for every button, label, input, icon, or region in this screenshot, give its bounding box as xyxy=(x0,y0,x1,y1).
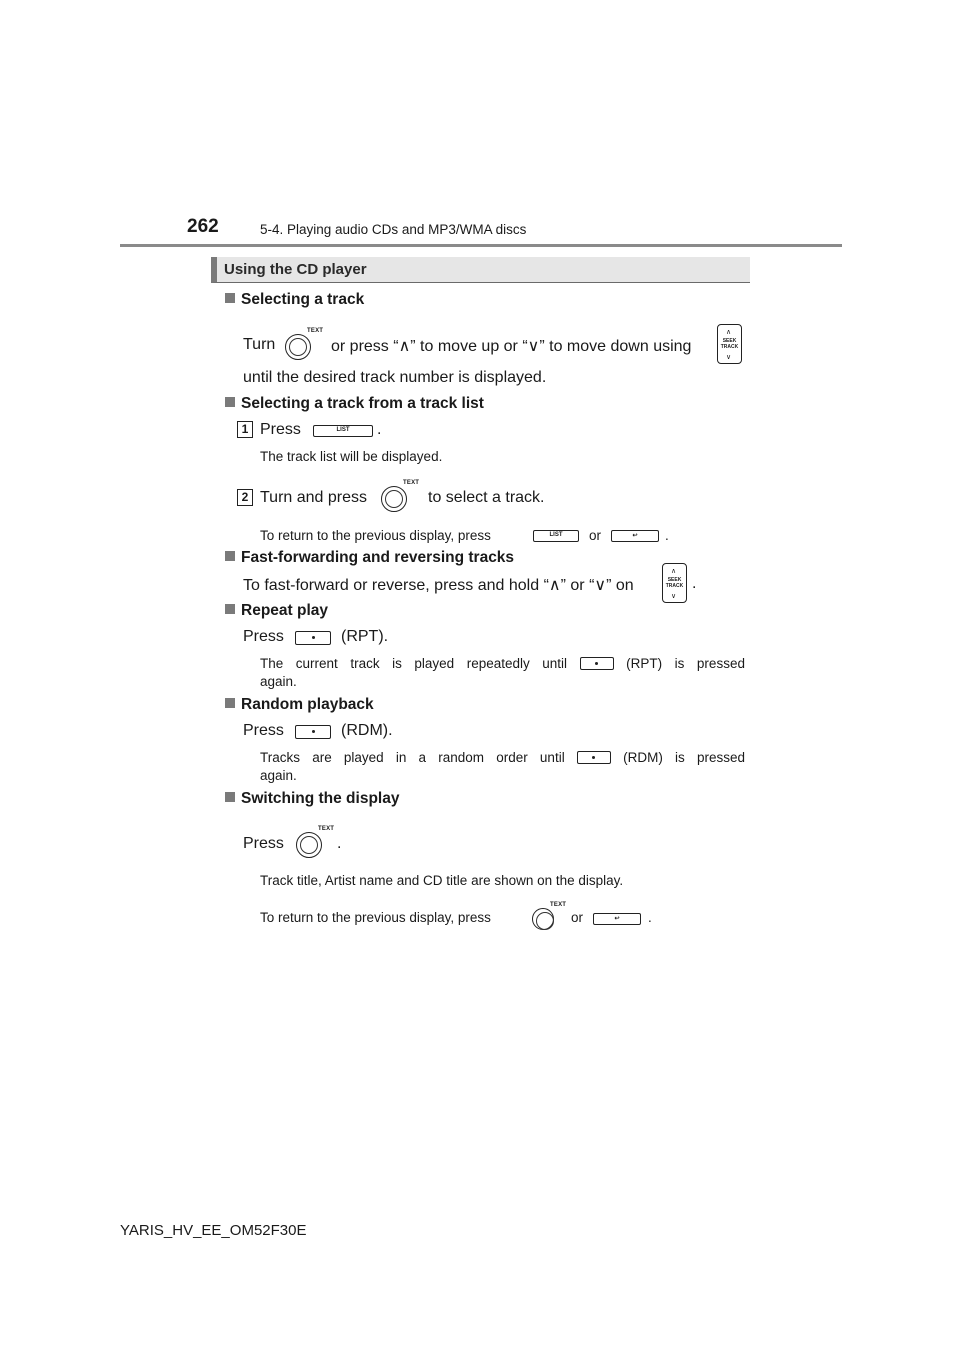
step-number-2: 2 xyxy=(237,489,253,506)
square-bullet-icon xyxy=(225,551,235,561)
repeat-note-line2: again. xyxy=(260,674,297,689)
repeat-press: Press xyxy=(243,628,284,645)
back-button-icon: ↩ xyxy=(611,530,659,542)
selecting-track-text-1b: or press “∧” to move up or “∨” to move down using xyxy=(331,338,692,355)
random-note-line2: again. xyxy=(260,768,297,783)
square-bullet-icon xyxy=(225,397,235,407)
step2-note-period: . xyxy=(665,528,669,543)
switch-note-2a: To return to the previous display, press xyxy=(260,910,491,925)
random-press: Press xyxy=(243,722,284,739)
step2-note-a: To return to the previous display, press xyxy=(260,528,491,543)
step2-text-b: to select a track. xyxy=(428,489,545,506)
preset-button-icon xyxy=(577,751,611,764)
heading-random: Random playback xyxy=(225,696,374,714)
square-bullet-icon xyxy=(225,604,235,614)
list-button-icon: LIST xyxy=(533,530,579,542)
square-bullet-icon xyxy=(225,698,235,708)
square-bullet-icon xyxy=(225,293,235,303)
heading-track-list: Selecting a track from a track list xyxy=(225,395,484,413)
heading-selecting-track: Selecting a track xyxy=(225,291,364,309)
switch-note-or: or xyxy=(571,910,584,925)
preset-button-icon xyxy=(580,657,614,670)
step1-press: Press xyxy=(260,421,301,438)
repeat-note: The current track is played repeatedly until (RPT) is pressed xyxy=(260,656,745,671)
back-button-icon: ↩ xyxy=(593,913,641,925)
square-bullet-icon xyxy=(225,792,235,802)
preset-button-icon xyxy=(295,631,331,645)
step1-period: . xyxy=(377,421,382,438)
document-code: YARIS_HV_EE_OM52F30E xyxy=(120,1222,307,1239)
step2-text-a: Turn and press xyxy=(260,489,368,506)
seek-track-button-icon: ∧ SEEK TRACK ∨ xyxy=(662,563,687,603)
fast-forward-period: . xyxy=(692,575,697,592)
section-heading-bar xyxy=(211,257,750,283)
switch-note-period: . xyxy=(648,910,652,925)
header-rule xyxy=(120,244,842,247)
selecting-track-text-2: until the desired track number is displayed. xyxy=(243,369,547,386)
random-note: Tracks are played in a random order until (RDM) is pressed xyxy=(260,750,746,765)
heading-switch-display: Switching the display xyxy=(225,790,399,808)
fast-forward-text: To fast-forward or reverse, press and hold “∧” or “∨” on xyxy=(243,577,634,594)
switch-period: . xyxy=(337,835,342,852)
heading-fast-forward: Fast-forwarding and reversing tracks xyxy=(225,549,514,567)
section-heading: Using the CD player xyxy=(224,261,367,278)
section-title: 5-4. Playing audio CDs and MP3/WMA discs xyxy=(260,222,527,237)
repeat-label: (RPT). xyxy=(341,628,389,645)
preset-button-icon xyxy=(295,725,331,739)
seek-track-button-icon: ∧ SEEK TRACK ∨ xyxy=(717,324,742,364)
selecting-track-text-1a: Turn xyxy=(243,336,276,353)
heading-repeat: Repeat play xyxy=(225,602,328,620)
step2-note-or: or xyxy=(589,528,602,543)
random-label: (RDM). xyxy=(341,722,393,739)
switch-press: Press xyxy=(243,835,284,852)
step-number-1: 1 xyxy=(237,421,253,438)
step1-note: The track list will be displayed. xyxy=(260,449,443,464)
switch-note-1: Track title, Artist name and CD title are shown on the display. xyxy=(260,873,624,888)
page-number: 262 xyxy=(187,216,219,237)
list-button-icon: LIST xyxy=(313,425,373,437)
